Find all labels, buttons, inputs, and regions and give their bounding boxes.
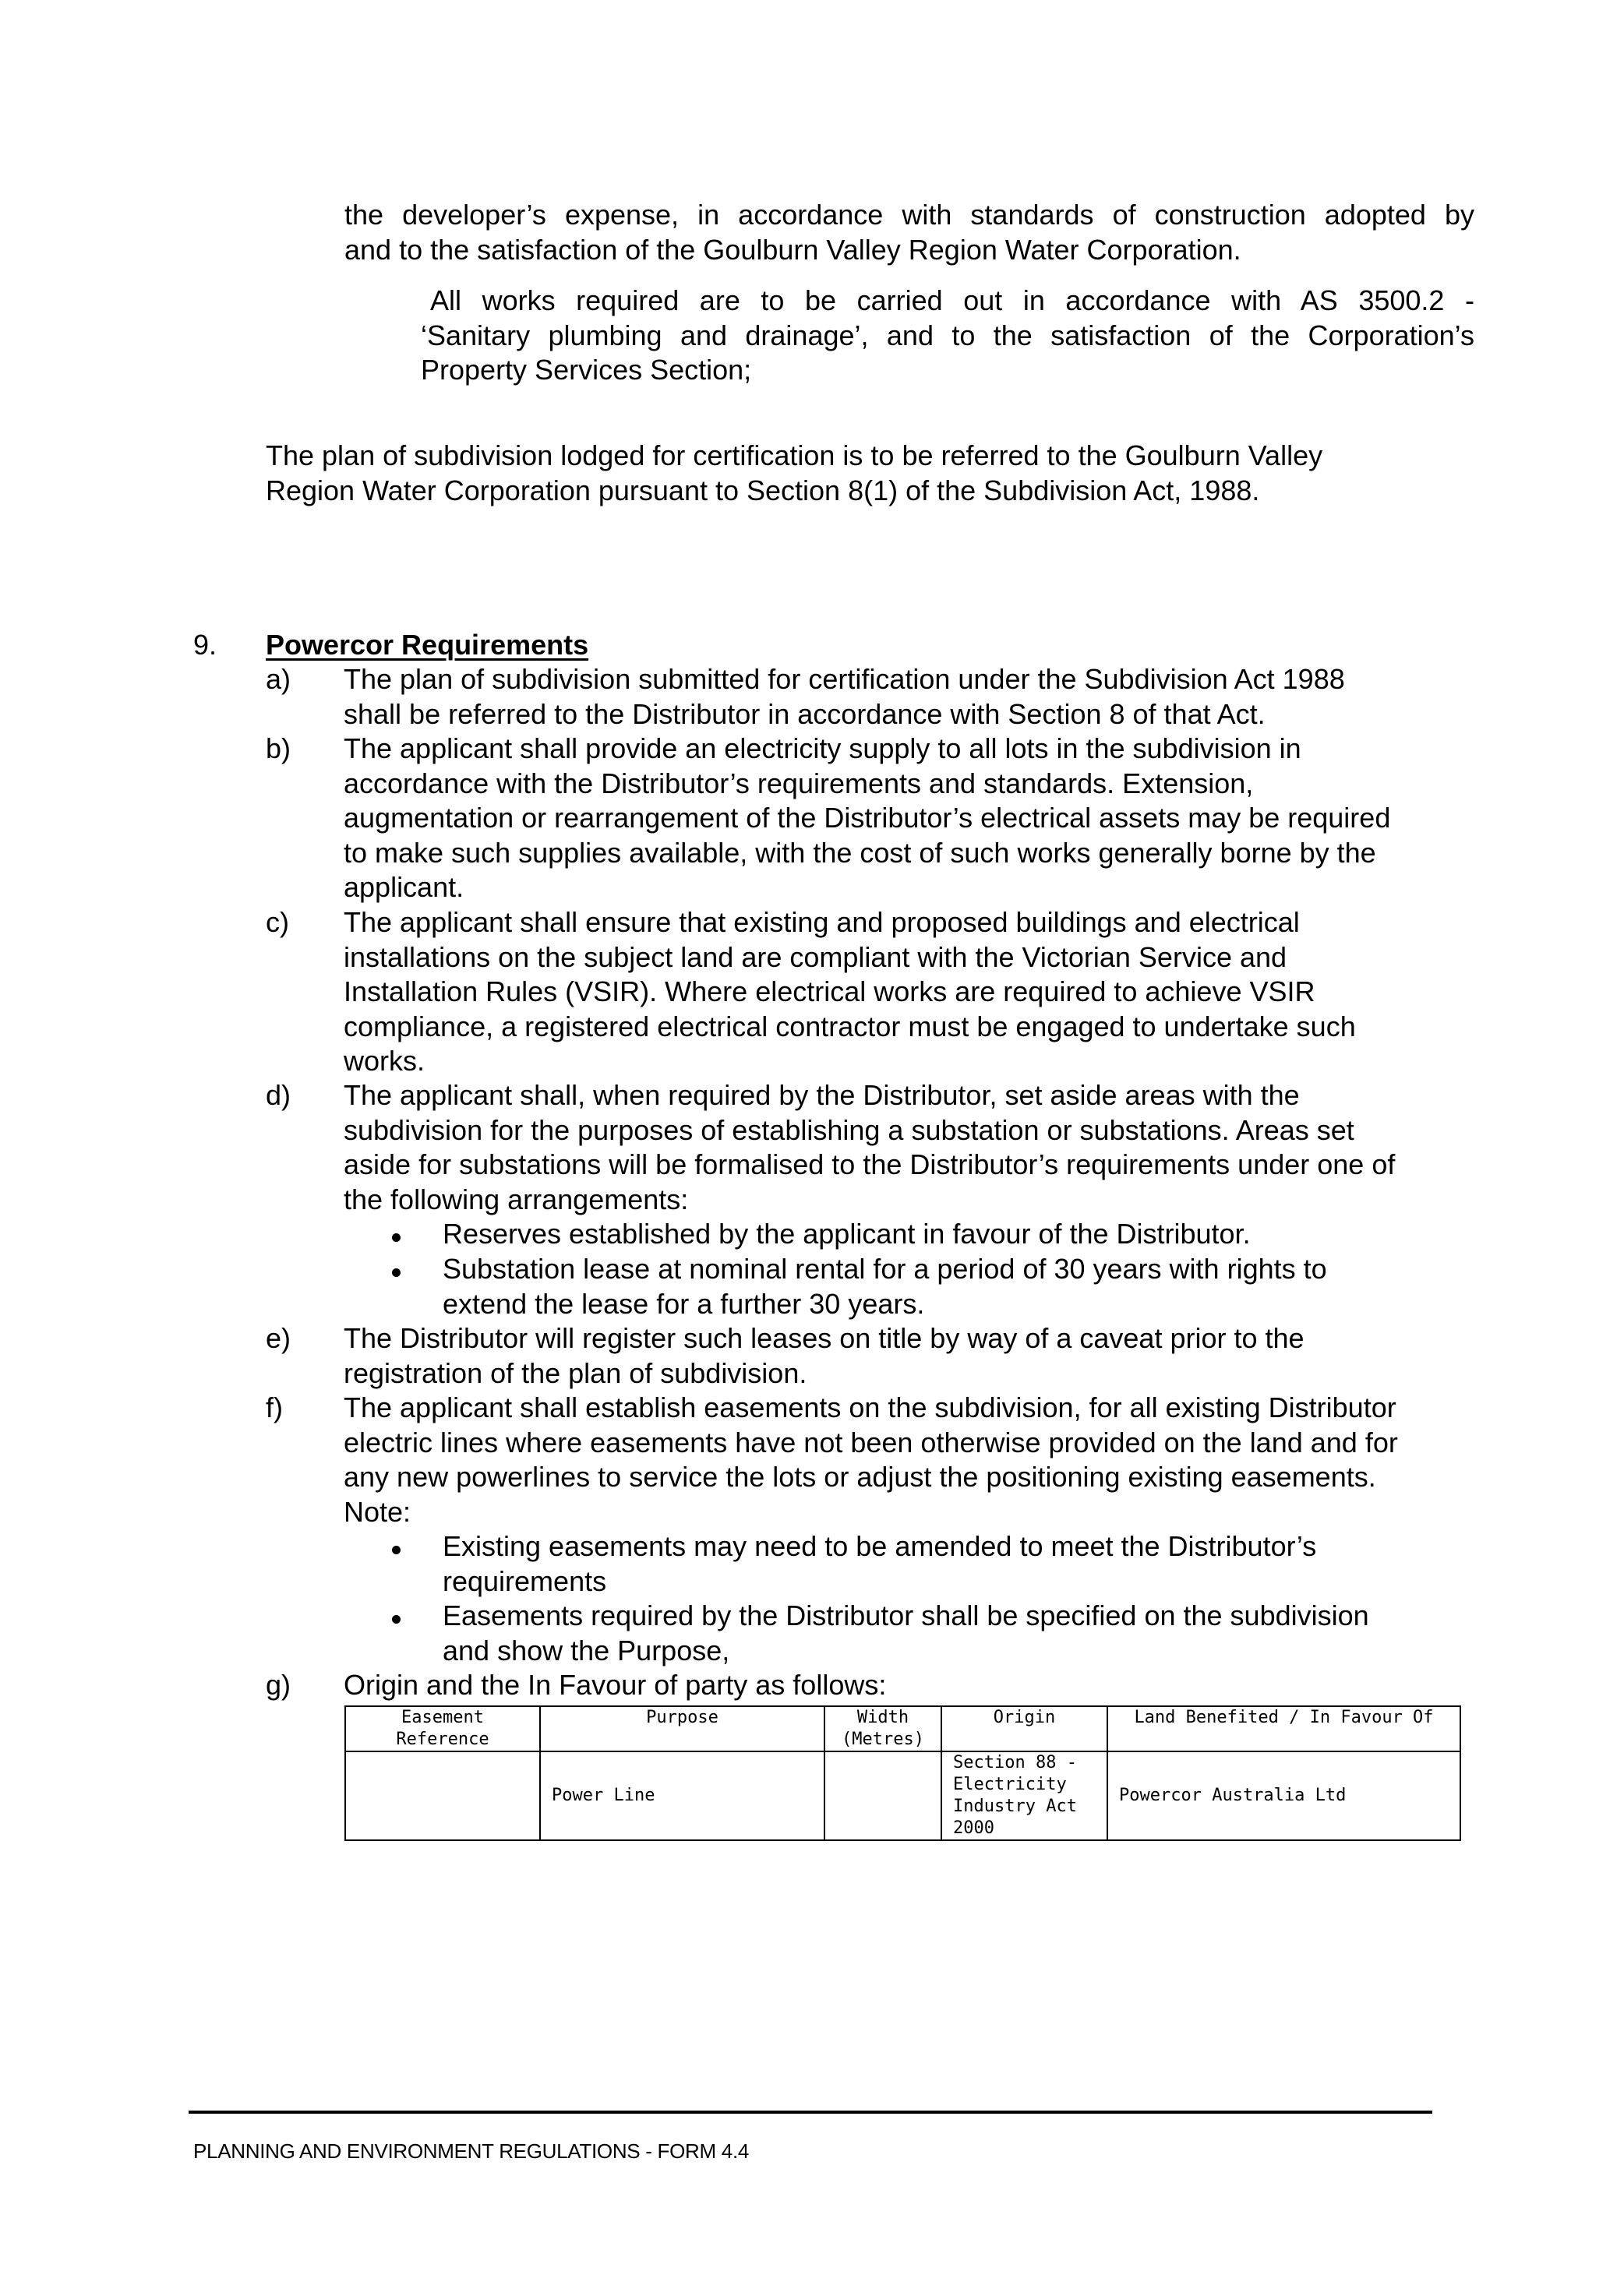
bullet-item [443, 1599, 1369, 1668]
item-b [344, 732, 1390, 905]
origin-line: Electricity [953, 1775, 1067, 1794]
text-line: the following arrangements: [344, 1183, 689, 1215]
text-line: The Distributor will register such leases on title by way of a caveat prior to the [344, 1322, 1304, 1354]
cell-width [824, 1751, 941, 1840]
text-line: The applicant shall establish easements on the subdivision, for all existing Distributor [344, 1391, 1396, 1423]
item-f [344, 1391, 1398, 1529]
continuation-paragraph [344, 198, 1474, 267]
text-line: Reserves established by the applicant in favour of the Distributor. [443, 1218, 1251, 1250]
text-line: The plan of subdivision submitted for certification under the Subdivision Act 1988 [344, 663, 1345, 695]
text-line: Property Services Section; [421, 354, 752, 386]
cell-purpose: Power Line [540, 1751, 824, 1840]
text-line: subdivision for the purposes of establishing a substation or substations. Areas set [344, 1113, 1354, 1146]
bullet-icon [392, 1233, 401, 1242]
origin-line: 2000 [953, 1818, 994, 1838]
text-line: Existing easements may need to be amended to meet the Distributor’s [443, 1530, 1317, 1562]
text-line: compliance, a registered electrical contractor must be engaged to undertake such [344, 1010, 1356, 1042]
item-d [344, 1078, 1395, 1217]
cell-in-favour-of: Powercor Australia Ltd [1107, 1751, 1460, 1840]
table-header-row [345, 1706, 1460, 1751]
item-g [344, 1668, 886, 1703]
header-line: Purpose [646, 1708, 718, 1727]
works-paragraph [421, 284, 1474, 388]
header-purpose [540, 1706, 824, 1751]
bullet-item [443, 1529, 1316, 1599]
header-line: Easement [401, 1708, 484, 1727]
text-line: the developer’s expense, in accordance with standards of construction adopted by [344, 199, 1474, 231]
header-easement-reference [345, 1706, 540, 1751]
item-e [344, 1321, 1304, 1391]
header-line: Reference [396, 1730, 489, 1749]
text-line: and show the Purpose, [443, 1634, 730, 1666]
text-line: The applicant shall, when required by the Distributor, set aside areas with the [344, 1079, 1300, 1111]
item-a [344, 662, 1345, 732]
text-line: to make such supplies available, with the cost of such works generally borne by the [344, 836, 1376, 869]
item-label-f: f) [266, 1391, 283, 1423]
bullet-icon [392, 1546, 401, 1554]
text-line: Note: [344, 1495, 411, 1528]
text-line: ‘Sanitary plumbing and drainage’, and to the satisfaction of the Corporation’s [421, 319, 1474, 351]
text-line: and to the satisfaction of the Goulburn Valley Region Water Corporation. [344, 233, 1241, 266]
referral-paragraph [266, 439, 1322, 508]
text-line: accordance with the Distributor’s requirements and standards. Extension, [344, 767, 1254, 799]
text-line: augmentation or rearrangement of the Distributor’s electrical assets may be required [344, 802, 1391, 834]
item-label-b: b) [266, 732, 291, 764]
text-line: extend the lease for a further 30 years. [443, 1287, 925, 1320]
text-line: registration of the plan of subdivision. [344, 1356, 807, 1389]
text-line: Origin and the In Favour of party as follows: [344, 1669, 887, 1701]
text-line: works. [344, 1045, 425, 1077]
item-c [344, 905, 1356, 1079]
origin-line: Industry Act [953, 1797, 1077, 1816]
item-label-a: a) [266, 663, 291, 695]
footer-text: PLANNING AND ENVIRONMENT REGULATIONS - FORM 4.4 [193, 2139, 750, 2163]
header-line: Land Benefited / In Favour Of [1134, 1708, 1434, 1727]
text-line: The plan of subdivision lodged for certification is to be referred to the Goulburn Valley [266, 439, 1323, 471]
item-label-e: e) [266, 1322, 291, 1354]
section-number: 9. [193, 629, 217, 661]
header-in-favour-of [1107, 1706, 1460, 1751]
bullet-icon [392, 1615, 401, 1624]
text-line: applicant. [344, 871, 464, 903]
item-label-c: c) [266, 906, 289, 938]
table-row [345, 1751, 1460, 1840]
text-line: The applicant shall ensure that existing and proposed buildings and electrical [344, 906, 1300, 938]
text-line: Substation lease at nominal rental for a period of 30 years with rights to [443, 1253, 1327, 1285]
text-line: The applicant shall provide an electricity supply to all lots in the subdivision in [344, 732, 1301, 764]
header-line: Origin [993, 1708, 1056, 1727]
text-line: shall be referred to the Distributor in accordance with Section 8 of that Act. [344, 697, 1266, 730]
bullet-icon [392, 1268, 401, 1277]
text-line: requirements [443, 1564, 607, 1597]
item-label-d: d) [266, 1079, 291, 1111]
text-line: installations on the subject land are compliant with the Victorian Service and [344, 940, 1287, 973]
easement-table [344, 1705, 1461, 1841]
bullet-item [443, 1217, 1251, 1252]
header-origin [941, 1706, 1107, 1751]
footer-divider [189, 2111, 1432, 2114]
section-title: Powercor Requirements [266, 629, 589, 661]
cell-easement-reference [345, 1751, 540, 1840]
header-line: Width [856, 1708, 909, 1727]
header-line: (Metres) [842, 1730, 924, 1749]
text-line: Easements required by the Distributor shall be specified on the subdivision [443, 1599, 1369, 1631]
origin-line: Section 88 - [953, 1753, 1077, 1772]
item-label-g: g) [266, 1669, 291, 1701]
text-line: Region Water Corporation pursuant to Section 8(1) of the Subdivision Act, 1988. [266, 474, 1260, 506]
bullet-item [443, 1252, 1327, 1321]
text-line: Installation Rules (VSIR). Where electrical works are required to achieve VSIR [344, 975, 1315, 1007]
text-line: aside for substations will be formalised to the Distributor’s requirements under one of [344, 1148, 1396, 1180]
text-line: electric lines where easements have not been otherwise provided on the land and for [344, 1426, 1398, 1458]
cell-origin [941, 1751, 1107, 1840]
header-width [824, 1706, 941, 1751]
text-line: All works required are to be carried out in accordance with AS 3500.2 - [430, 284, 1474, 316]
text-line: any new powerlines to service the lots or adjust the positioning existing easements. [344, 1461, 1376, 1493]
